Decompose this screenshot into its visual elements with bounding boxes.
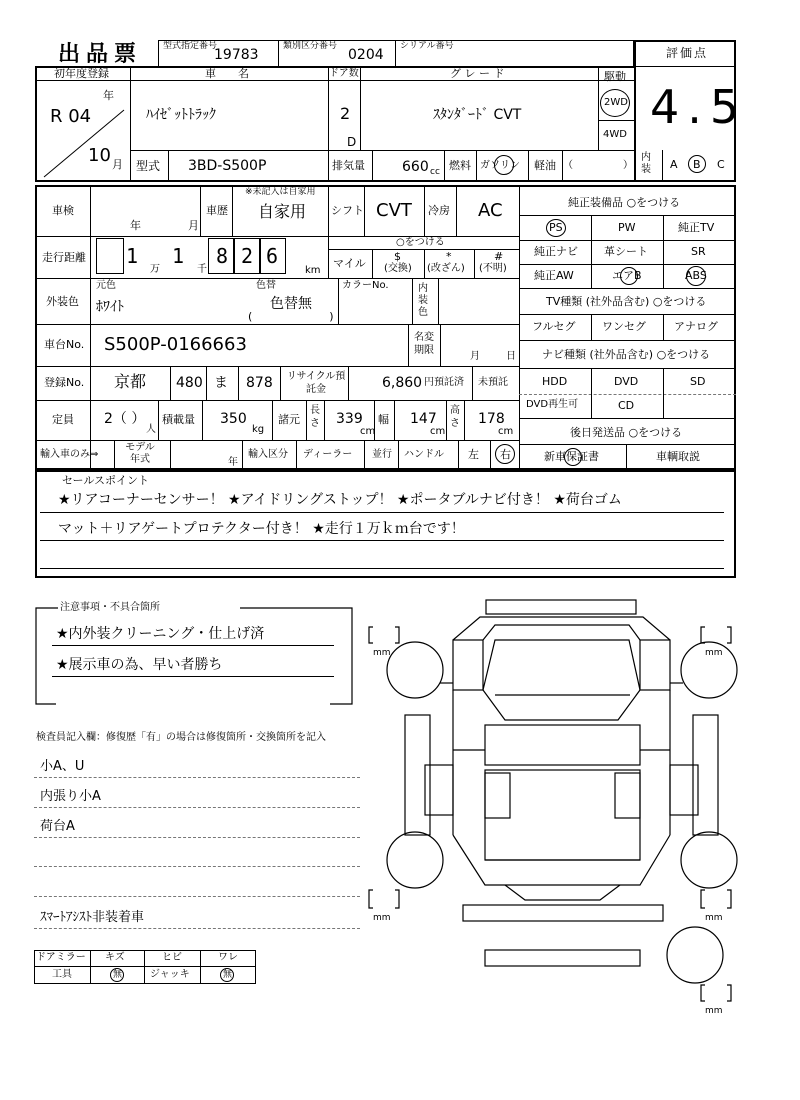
navi-cd: CD [618,399,635,412]
mile-label: マイル [333,257,366,270]
handle-label: ハンドル [404,449,444,460]
first-reg-month-unit: 月 [112,158,123,171]
equip-abs: ABS [685,269,707,282]
tv-analog: アナログ [674,320,718,333]
length-unit: cm [360,426,376,437]
tv-title: TV種類 (社外品含む) ○をつける [546,295,707,308]
width-value: 147 [410,411,437,427]
capacity-label: 定員 [52,413,74,426]
repaint-paren: ( ) [248,310,334,323]
capacity-value: 2（ ） [104,411,146,427]
width-unit: cm [430,426,446,437]
notes-label: 注意事項・不具合箇所 [60,602,160,613]
height-label: 高さ [450,405,460,429]
drive-label: 駆動 [604,70,626,83]
mileage-digit-1-box [96,238,124,274]
displacement-label: 排気量 [332,159,365,172]
recycle-deposited: 円預託済 [424,377,464,388]
shift-label: シフト [331,204,364,217]
first-reg-month: 10 [88,145,111,166]
doors-value: 2 [340,104,351,123]
drive-2wd-circle [600,89,630,117]
navi-dvd: DVD [614,375,639,388]
original-color-value: ﾎﾜｲﾄ [96,299,124,315]
dealer-label: ディーラー [303,449,353,460]
bt-jack-circle [220,968,234,982]
interior-color-label: 内装色 [418,283,428,318]
fuel-other: （ ） [563,160,633,171]
ac-value: AC [478,200,503,221]
load-value: 350 [220,411,247,427]
equip-airbag-circle [620,267,638,285]
category-value: 0204 [348,47,384,63]
handle-right-circle [495,444,515,464]
load-unit: kg [252,424,265,435]
recycle-value: 6,860 [382,375,423,391]
inspection-label: 車検 [52,204,74,217]
load-label: 積載量 [162,413,195,426]
fuel-gasoline-circle [494,155,514,175]
inspector-line6: ｽﾏｰﾄｱｼｽﾄ非装着車 [40,910,145,925]
later-manual: 車輌取説 [656,450,700,463]
car-name-value: ﾊｲｾﾞｯﾄﾄﾗｯｸ [146,107,216,123]
bt-header-mirror: ドアミラー [36,952,86,963]
equip-sr: SR [691,245,706,258]
name-change-label: 名変期限 [414,332,434,356]
tv-fullseg: フルセグ [532,320,576,333]
door-type: D [347,135,357,149]
sales-points-label: セールスポイント [62,474,150,487]
sales-points-line2: マット＋リアゲートプロテクター付き！ ★走行１万ｋｍ台です！ [58,521,465,537]
interior-label: 内装 [641,152,651,175]
interior-grade-c: C [717,158,725,171]
model-year-label: モデル年式 [125,442,155,465]
equip-ps: PS [549,221,563,234]
mm-label-spare: mm [705,1006,723,1016]
inspector-line2: 内張り小A [40,789,101,804]
exchange-symbol: $ [394,250,401,263]
equip-navi: 純正ナビ [534,245,578,258]
repaint-value: 色替無 [270,296,312,312]
inspector-label: 検査員記入欄：修復歴「有」の場合は修復箇所・交換箇所を記入 [36,732,326,743]
mileage-man-unit: 万 [150,264,160,275]
equip-tv: 純正TV [678,221,715,234]
mileage-digit-5: 6 [266,244,279,268]
reg-class: 480 [176,375,203,391]
mileage-label: 走行距離 [42,251,86,264]
import-type-label: 輸入区分 [248,449,288,460]
inspector-line3: 荷台A [40,819,75,834]
dimensions-label: 諸元 [278,413,300,426]
fuel-label: 燃料 [449,159,471,172]
bt-jack-value: 無 [223,970,233,980]
fuel-diesel: 軽油 [534,159,556,172]
equip-ps-circle [546,219,566,237]
width-label: 幅 [378,413,389,426]
mileage-digit-2: 1 [172,244,185,268]
shift-value: CVT [376,200,412,221]
tampered-label: (改ざん) [427,263,465,274]
bt-header-scratch: キズ [105,952,125,963]
navi-dvd-play: DVD再生可 [526,399,579,410]
car-damage-diagram [365,595,765,1025]
first-reg-label: 初年度登録 [54,67,109,80]
handle-left: 左 [468,448,479,461]
tv-oneseg: ワンセグ [602,320,646,333]
height-value: 178 [478,411,505,427]
mileage-sen-unit: 千 [197,264,207,275]
color-no-label: カラーNo. [342,280,389,291]
drive-4wd: 4WD [603,129,627,140]
model-value: 3BD-S500P [188,158,267,174]
ac-label: 冷房 [428,204,450,217]
bt-tools-circle [110,968,124,982]
history-value: 自家用 [258,202,307,221]
mm-label-rr: mm [705,913,723,923]
category-label: 類別区分番号 [283,41,338,51]
fuel-gasoline: ガソリン [480,160,520,171]
notes-line1: ★内外装クリーニング・仕上げ済 [56,626,265,642]
model-label: 型式 [136,159,161,173]
bt-header-break: ワレ [218,952,238,963]
later-title: 後日発送品 ○をつける [570,426,683,439]
chassis-value: S500P-0166663 [104,334,247,355]
form-title: 出品票 [58,42,143,67]
capacity-unit: 人 [146,424,156,435]
mileage-digit-1: 1 [126,244,139,268]
grade-value: ｽﾀﾝﾀﾞｰﾄﾞ CVT [433,107,522,123]
first-reg-year-unit: 年 [103,89,114,102]
later-warranty-circle [564,448,582,466]
reg-number: 878 [246,375,273,391]
exchange-label: (交換) [384,263,412,274]
interior-grade-b-circle [688,155,706,173]
model-year-unit: 年 [228,457,238,468]
history-label: 車歴 [206,204,228,217]
mileage-km-unit: km [305,265,321,276]
bt-header-crack: ヒビ [162,952,182,963]
reg-area: 京都 [114,372,147,391]
notes-bracket [34,600,354,710]
handle-right: 右 [500,448,511,461]
first-reg-year: R 04 [50,106,92,127]
notes-line2: ★展示車の為、早い者勝ち [56,657,223,673]
inspector-line1: 小A、U [40,759,85,774]
inspection-month-unit: 月 [188,219,199,232]
score-label: 評価点 [666,46,709,60]
mileage-digit-3: 8 [216,244,229,268]
displacement-unit: cc [430,167,440,177]
bt-jack-label: ジャッキ [150,969,190,980]
doors-label: ドア数 [329,68,359,79]
name-change-month: 月 [470,351,480,362]
car-name-label: 車 名 [205,67,249,80]
reg-kana: ま [214,375,228,391]
name-change-day: 日 [506,351,516,362]
reg-label: 登録No. [44,376,85,389]
unknown-symbol: # [494,250,504,263]
mm-label-fl: mm [373,648,391,658]
model-designation-value: 19783 [214,47,259,63]
interior-grade-a: A [670,158,678,171]
mileage-digit-4: 2 [241,244,254,268]
equip-abs-circle [686,266,706,286]
mm-label-fr: mm [705,648,723,658]
drive-2wd: 2WD [604,97,628,108]
inspection-year-unit: 年 [130,219,141,232]
bt-tools-value: 無 [113,970,123,980]
history-note: ※未記入は自家用 [245,187,316,197]
exterior-label: 外装色 [46,295,79,308]
equip-aw: 純正AW [534,269,574,282]
equipment-title: 純正装備品 ○をつける [568,196,681,209]
length-value: 339 [336,411,363,427]
navi-title: ナビ種類 (社外品含む) ○をつける [542,348,711,361]
model-designation-label: 型式指定番号 [163,41,218,51]
equip-leather: 革シート [604,245,648,258]
parallel-label: 並行 [372,449,392,460]
import-label: 輸入車のみ⇒ [40,449,99,460]
navi-sd: SD [690,375,706,388]
recycle-label: リサイクル預託金 [286,371,346,395]
unknown-label: (不明) [479,263,507,274]
original-color-label: 元色 [96,280,116,291]
equip-airbag: エアB [612,269,642,282]
navi-hdd: HDD [542,375,568,388]
grade-label: グ レ ー ド [450,67,505,80]
recycle-undeposited: 未預託 [478,377,508,388]
mile-note: ○をつける [396,237,445,248]
interior-grade-b: B [693,158,701,171]
repaint-label: 色替 [256,280,276,291]
sales-points-line1: ★リアコーナーセンサー！ ★アイドリングストップ！ ★ポータブルナビ付き！ ★荷台ゴム [58,492,622,508]
tampered-symbol: * [446,250,452,263]
equip-pw: PW [618,221,636,234]
mm-label-rl: mm [373,913,391,923]
height-unit: cm [498,426,514,437]
later-warranty: 新車保証書 [544,450,599,463]
score-value: 4.5 [650,80,748,134]
bt-tools-label: 工具 [52,969,72,980]
serial-label: シリアル番号 [400,41,454,51]
length-label: 長さ [310,405,320,429]
chassis-label: 車台No. [44,338,85,351]
displacement-value: 660 [402,159,429,175]
